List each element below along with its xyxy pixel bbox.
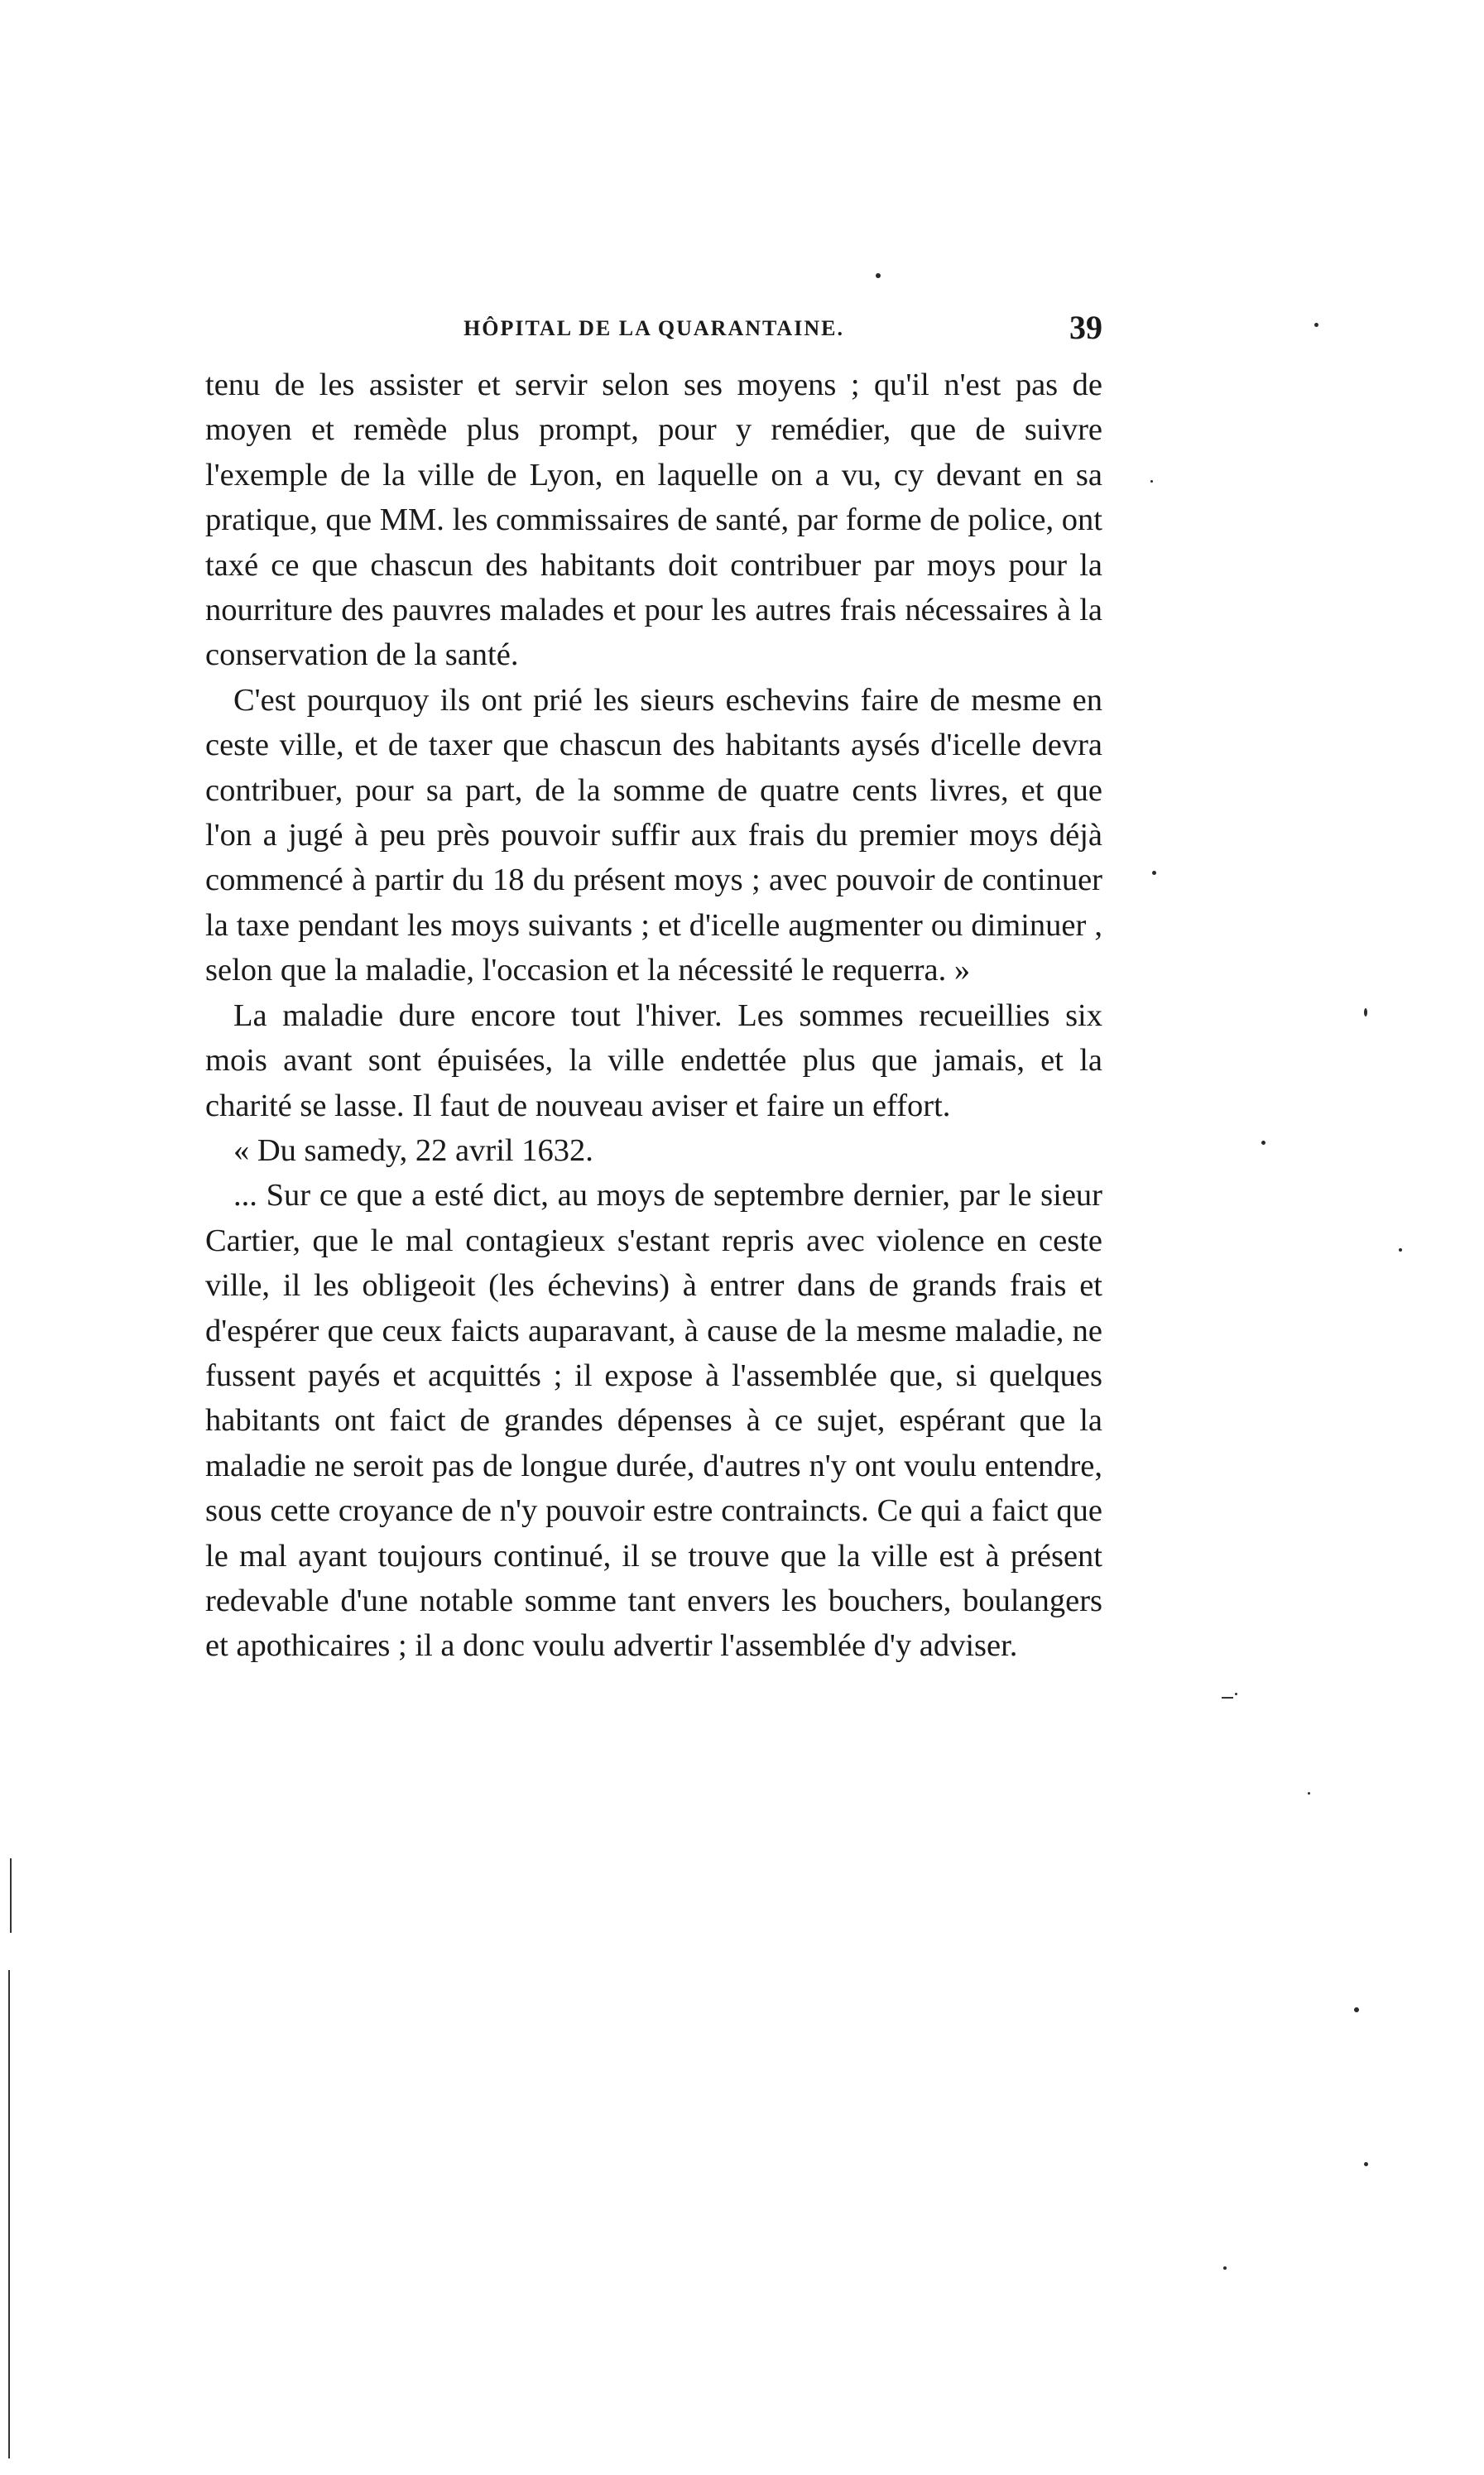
- paragraph-narration: La maladie dure encore tout l'hiver. Les sommes recueillies six mois avant sont épuisées, la ville endettée plus que jamais, et la charité se lasse. Il faut de nouveau aviser et faire un effort.: [205, 997, 1102, 1123]
- scan-speck: [1364, 1008, 1367, 1016]
- scan-edge-line: [8, 1970, 10, 2458]
- scan-speck: [1399, 1248, 1402, 1252]
- scan-speck: [876, 273, 881, 278]
- running-title: HÔPITAL DE LA QUARANTAINE.: [463, 316, 844, 340]
- scan-speck: [1308, 1792, 1310, 1795]
- scan-speck: [1261, 1141, 1265, 1145]
- page-number: 39: [1069, 309, 1102, 346]
- paragraph-continuation: tenu de les assister et servir selon ses moyens ; qu'il n'est pas de moyen et remède plus prompt, pour y remédier, que de suivre l'exemple de la ville de Lyon, en laquelle on a vu, cy devant en sa pratique, que MM. les commissaires de santé, par forme de police, ont taxé ce que chascun des habitants doit contribuer par moys pour la nourriture des pauvres malades et pour les autres frais nécessaires à la conservation de la santé.: [205, 368, 1102, 673]
- running-head: [205, 308, 1102, 358]
- paragraph-deliberation: ... Sur ce que a esté dict, au moys de septembre dernier, par le sieur Cartier, que le mal contagieux s'estant repris avec violence en ceste ville, il les obligeoit (les échevins) à entrer dans de grands frais et d'espérer que ceux faicts auparavant, à cause de la mesme maladie, ne fussent payés et acquittés ; il expose à l'assemblée que, si quelques habitants ont faict de grandes dépenses à ce sujet, espérant que la maladie ne seroit pas de longue durée, d'autres n'y ont voulu entendre, sous cette croyance de n'y pouvoir estre contraincts. Ce qui a faict que le mal ayant toujours continué, il se trouve que la ville est à présent redevable d'une notable somme tant envers les bouchers, boulangers et apothicaires ; il a donc voulu advertir l'assemblée d'y adviser.: [205, 1178, 1102, 1664]
- scan-edge-line: [10, 1858, 12, 1933]
- scan-speck: [1235, 1693, 1237, 1695]
- scan-speck: [1314, 323, 1318, 327]
- scan-edge-line: [1222, 1697, 1233, 1699]
- scan-speck: [1223, 2266, 1227, 2270]
- scan-speck: [1354, 2007, 1359, 2012]
- scan-speck: [1364, 2162, 1368, 2166]
- paragraph-request: C'est pourquoy ils ont prié les sieurs eschevins faire de mesme en ceste ville, et de taxer que chascun des habitants aysés d'icelle devra contribuer, pour sa part, de la somme de quatre cents livres, et que l'on a jugé à peu près pouvoir suffir aux frais du premier moys déjà commencé à partir du 18 du présent moys ; avec pouvoir de continuer la taxe pendant les moys suivants ; et d'icelle augmenter ou diminuer , selon que la maladie, l'occasion et la nécessité le requerra. »: [205, 682, 1102, 988]
- paragraph-date-heading: « Du samedy, 22 avril 1632.: [233, 1132, 593, 1168]
- scan-speck: [1150, 480, 1153, 483]
- scan-speck: [1152, 871, 1156, 875]
- body-text: [205, 363, 1102, 1669]
